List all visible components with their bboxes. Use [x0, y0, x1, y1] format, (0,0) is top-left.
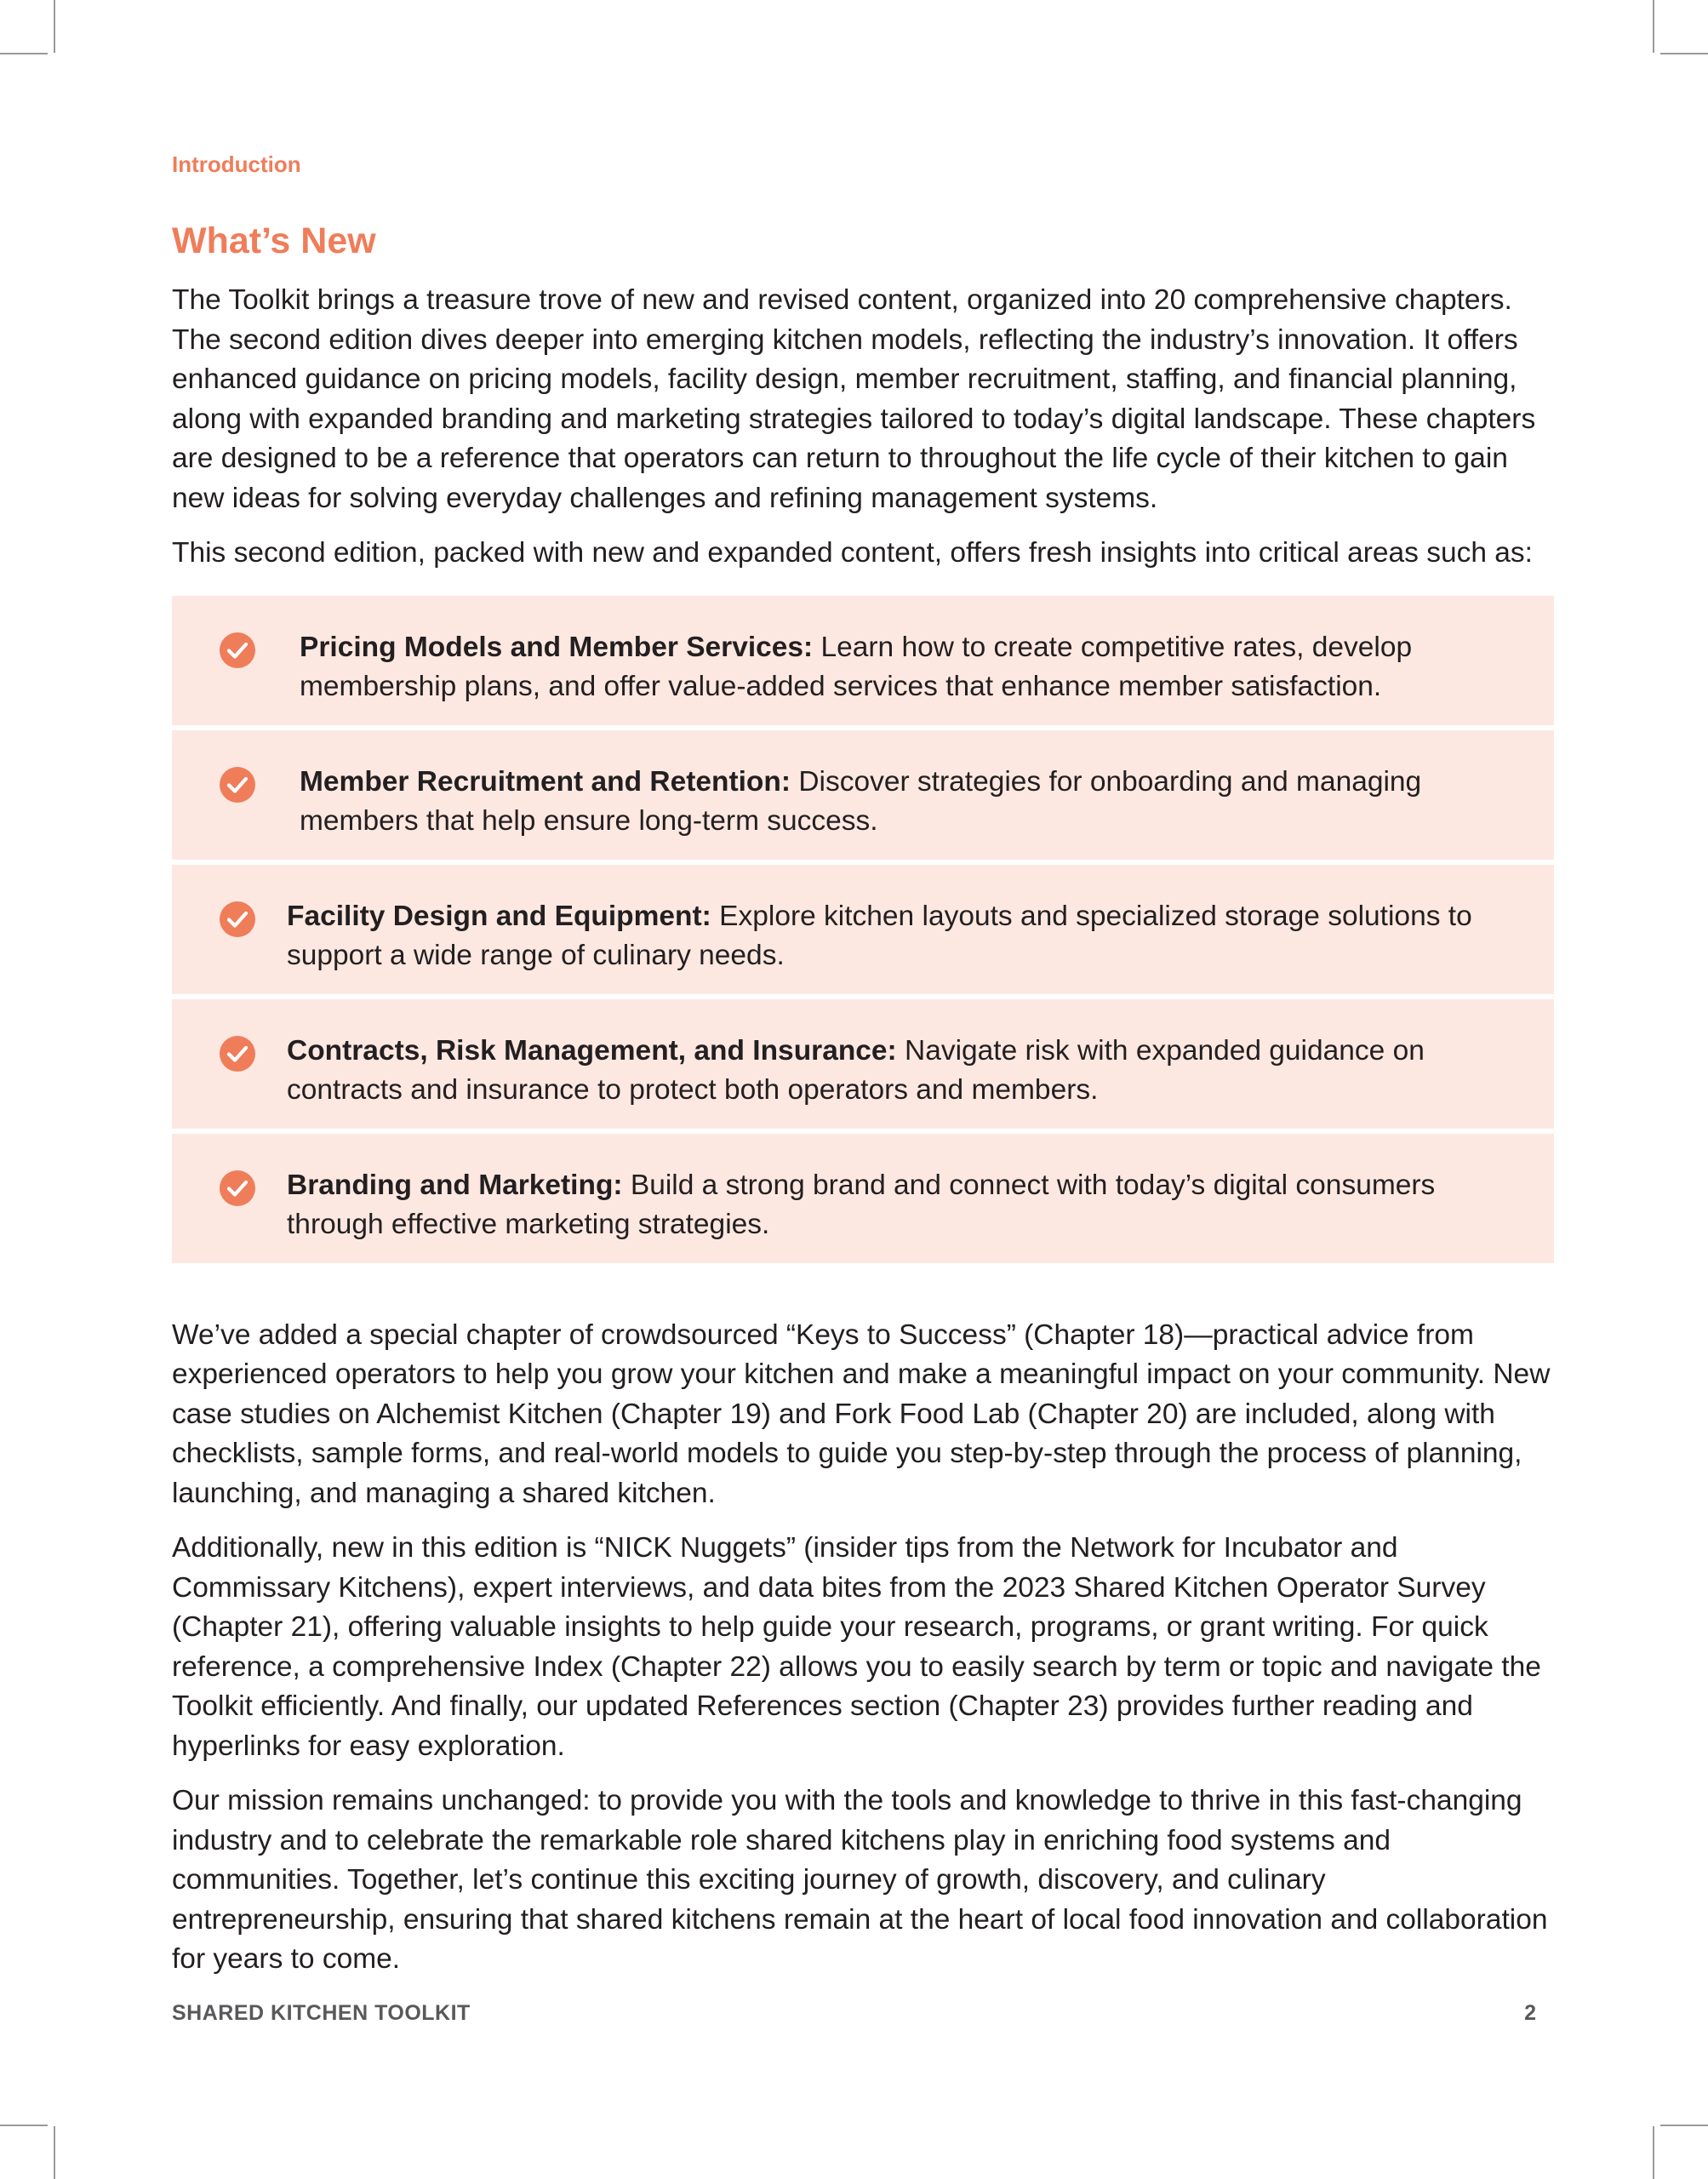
- highlight-item: [172, 999, 1554, 1129]
- check-circle-icon: [220, 1036, 255, 1072]
- highlight-item: [172, 596, 1554, 725]
- highlight-text: [300, 628, 1520, 707]
- intro-paragraph: The Toolkit brings a treasure trove of new and revised content, organized into 20 comprehensive chapters. The second edition dives deeper into emerging kitchen models, reflecting the industry’s innovation. It offers enhanced guidance on pricing models, facility design, member recruitment, staffing, and financial planning, along with expanded branding and marketing strategies tailored to today’s digital landscape. These chapters are designed to be a reference that operators can return to throughout the life cycle of their kitchen to gain new ideas for solving everyday challenges and refining management systems.: [172, 284, 1536, 514]
- crop-mark: [0, 2125, 48, 2126]
- highlight-text: [287, 1166, 1520, 1245]
- page-number: 2: [1524, 2001, 1536, 2025]
- crop-mark: [1660, 53, 1708, 54]
- closing-paragraph: Our mission remains unchanged: to provide you with the tools and knowledge to thrive in this fast-changing industry and to celebrate the remarkable role shared kitchens play in enriching food systems and communities. Together, let’s continue this exciting journey of growth, discovery, and culinary entrepreneurship, ensuring that shared kitchens remain at the heart of local food innovation and collaboration for years to come.: [172, 1785, 1548, 1975]
- crop-mark: [0, 53, 48, 54]
- section-label: Introduction: [172, 152, 301, 177]
- highlight-text: [287, 897, 1520, 976]
- highlight-text: [300, 763, 1520, 842]
- highlight-term: Branding and Marketing:: [287, 1169, 623, 1201]
- highlight-description: Navigate risk with expanded guidance on contracts and insurance to protect both operators and members.: [287, 1034, 1425, 1106]
- crop-mark: [54, 2126, 55, 2179]
- closing-paragraph: Additionally, new in this edition is “NICK Nuggets” (insider tips from the Network for Incubator and Commissary Kitchens), expert interviews, and data bites from the 2023 Shared Kitchen Operator Survey (Chapter 21), offering valuable insights to help guide your research, programs, or grant writing. For quick reference, a comprehensive Index (Chapter 22) allows you to easily search by term or topic and navigate the Toolkit efficiently. And finally, our updated References section (Chapter 23) provides further reading and hyperlinks for easy exploration.: [172, 1532, 1541, 1762]
- intro-paragraph: This second edition, packed with new and expanded content, offers fresh insights into critical areas such as:: [172, 537, 1533, 569]
- crop-mark: [1653, 2126, 1654, 2179]
- highlight-term: Facility Design and Equipment:: [287, 900, 711, 932]
- highlight-item: [172, 730, 1554, 860]
- crop-mark: [54, 0, 55, 53]
- check-circle-icon: [220, 632, 255, 668]
- highlight-description: Explore kitchen layouts and specialized storage solutions to support a wide range of culinary needs.: [287, 900, 1472, 971]
- highlight-term: Pricing Models and Member Services:: [300, 631, 814, 663]
- footer-publication-title: SHARED KITCHEN TOOLKIT: [172, 2001, 471, 2025]
- highlights-list: [172, 596, 1554, 1263]
- article-body: [172, 281, 1554, 1995]
- page-title: What’s New: [172, 220, 376, 261]
- highlight-term: Member Recruitment and Retention:: [300, 765, 791, 798]
- closing-paragraph: We’ve added a special chapter of crowdsourced “Keys to Success” (Chapter 18)—practical advice from experienced operators to help you grow your kitchen and make a meaningful impact on your community. New case studies on Alchemist Kitchen (Chapter 19) and Fork Food Lab (Chapter 20) are included, along with checklists, sample forms, and real-world models to guide you step-by-step through the process of planning, launching, and managing a shared kitchen.: [172, 1318, 1551, 1509]
- check-circle-icon: [220, 901, 255, 937]
- highlight-item: [172, 865, 1554, 994]
- highlight-text: [287, 1032, 1520, 1111]
- crop-mark: [1660, 2125, 1708, 2126]
- highlight-item: [172, 1134, 1554, 1263]
- highlight-description: Discover strategies for onboarding and managing members that help ensure long-term success.: [300, 765, 1422, 837]
- highlight-description: Build a strong brand and connect with today’s digital consumers through effective marketing strategies.: [287, 1169, 1436, 1240]
- crop-mark: [1653, 0, 1654, 53]
- highlight-description: Learn how to create competitive rates, develop membership plans, and offer value-added services that enhance member satisfaction.: [300, 631, 1413, 702]
- check-circle-icon: [220, 767, 255, 803]
- check-circle-icon: [220, 1170, 255, 1206]
- highlight-term: Contracts, Risk Management, and Insurance:: [287, 1034, 897, 1067]
